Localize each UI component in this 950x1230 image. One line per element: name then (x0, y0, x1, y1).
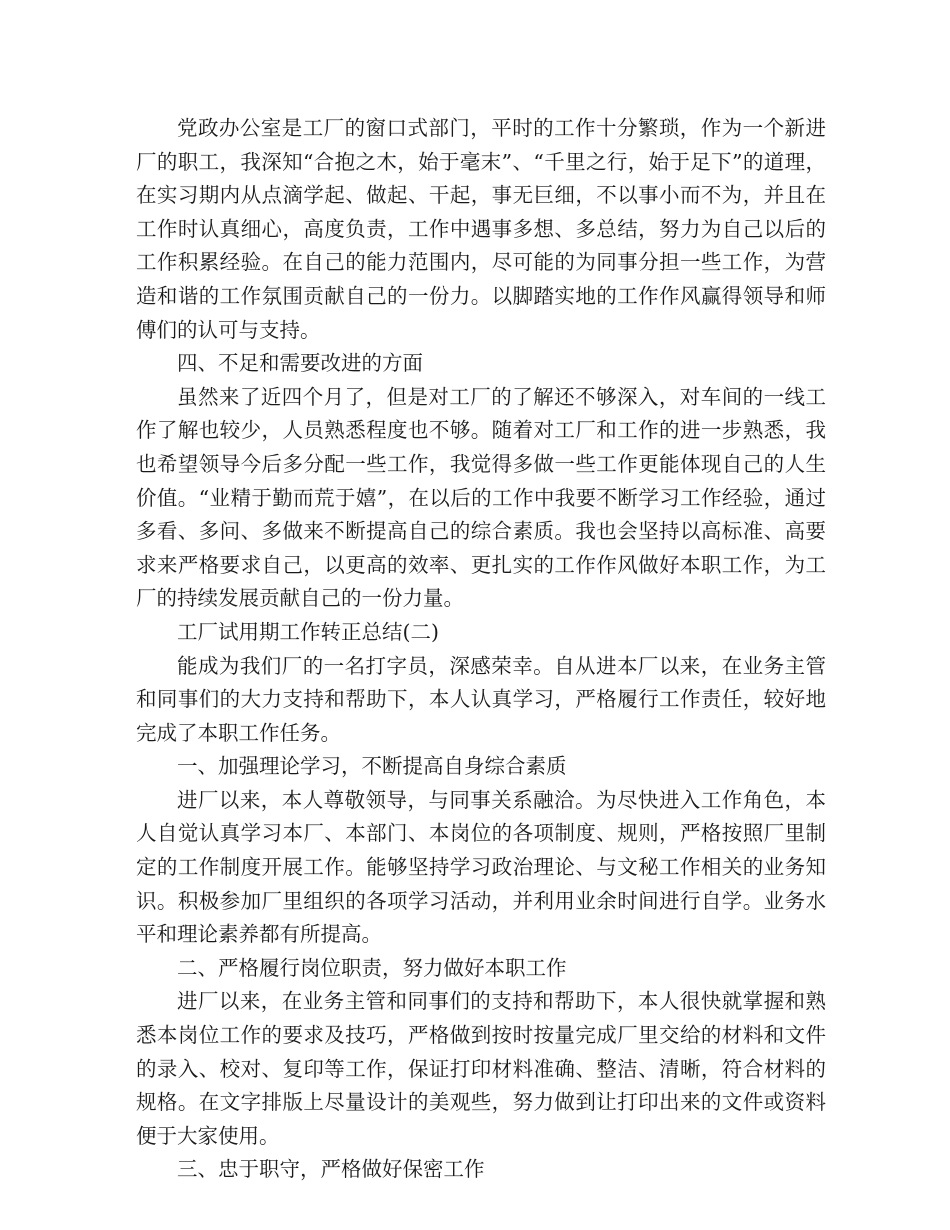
section-heading: 工厂试用期工作转正总结(二) (177, 619, 439, 644)
document-body (136, 112, 826, 1187)
paragraph: 进厂以来，本人尊敬领导，与同事关系融洽。为尽快进入工作角色，本人自觉认真学习本厂、本部门、本岗位的各项制度、规则，严格按照厂里制定的工作制度开展工作。能够坚持学习政治理论、与文秘工作相关的业务知识。积极参加厂里组织的各项学习活动，并利用业余时间进行自学。业务水平和理论素养都有所提高。 (136, 787, 826, 947)
paragraph: 能成为我们厂的一名打字员，深感荣幸。自从进本厂以来，在业务主管和同事们的大力支持和帮助下，本人认真学习，严格履行工作责任，较好地完成了本职工作任务。 (136, 653, 826, 745)
section-heading: 二、严格履行岗位职责，努力做好本职工作 (177, 955, 567, 980)
paragraph: 进厂以来，在业务主管和同事们的支持和帮助下，本人很快就掌握和熟悉本岗位工作的要求及技巧，严格做到按时按量完成厂里交给的材料和文件的录入、校对、复印等工作，保证打印材料准确、整洁、清晰，符合材料的规格。在文字排版上尽量设计的美观些，努力做到让打印出来的文件或资料便于大家使用。 (136, 989, 826, 1148)
section-heading: 一、加强理论学习，不断提高自身综合素质 (177, 754, 567, 779)
paragraph: 党政办公室是工厂的窗口式部门，平时的工作十分繁琐，作为一个新进厂的职工，我深知“合抱之木，始于毫末”、“千里之行，始于足下”的道理，在实习期内从点滴学起、做起、干起，事无巨细，不以事小而不为，并且在工作时认真细心，高度负责，工作中遇事多想、多总结，努力为自己以后的工作积累经验。在自己的能力范围内，尽可能的为同事分担一些工作，为营造和谐的工作氛围贡献自己的一份力。以脚踏实地的工作作风赢得领导和师傅们的认可与支持。 (136, 116, 826, 342)
section-heading: 三、忠于职守，严格做好保密工作 (177, 1157, 485, 1182)
paragraph: 虽然来了近四个月了，但是对工厂的了解还不够深入，对车间的一线工作了解也较少，人员熟悉程度也不够。随着对工厂和工作的进一步熟悉，我也希望领导今后多分配一些工作，我觉得多做一些工作更能体现自己的人生价值。“业精于勤而荒于嬉”，在以后的工作中我要不断学习工作经验，通过多看、多问、多做来不断提高自己的综合素质。我也会坚持以高标准、高要求来严格要求自己，以更高的效率、更扎实的工作作风做好本职工作，为工厂的持续发展贡献自己的一份力量。 (136, 384, 826, 611)
section-heading: 四、不足和需要改进的方面 (177, 351, 423, 376)
